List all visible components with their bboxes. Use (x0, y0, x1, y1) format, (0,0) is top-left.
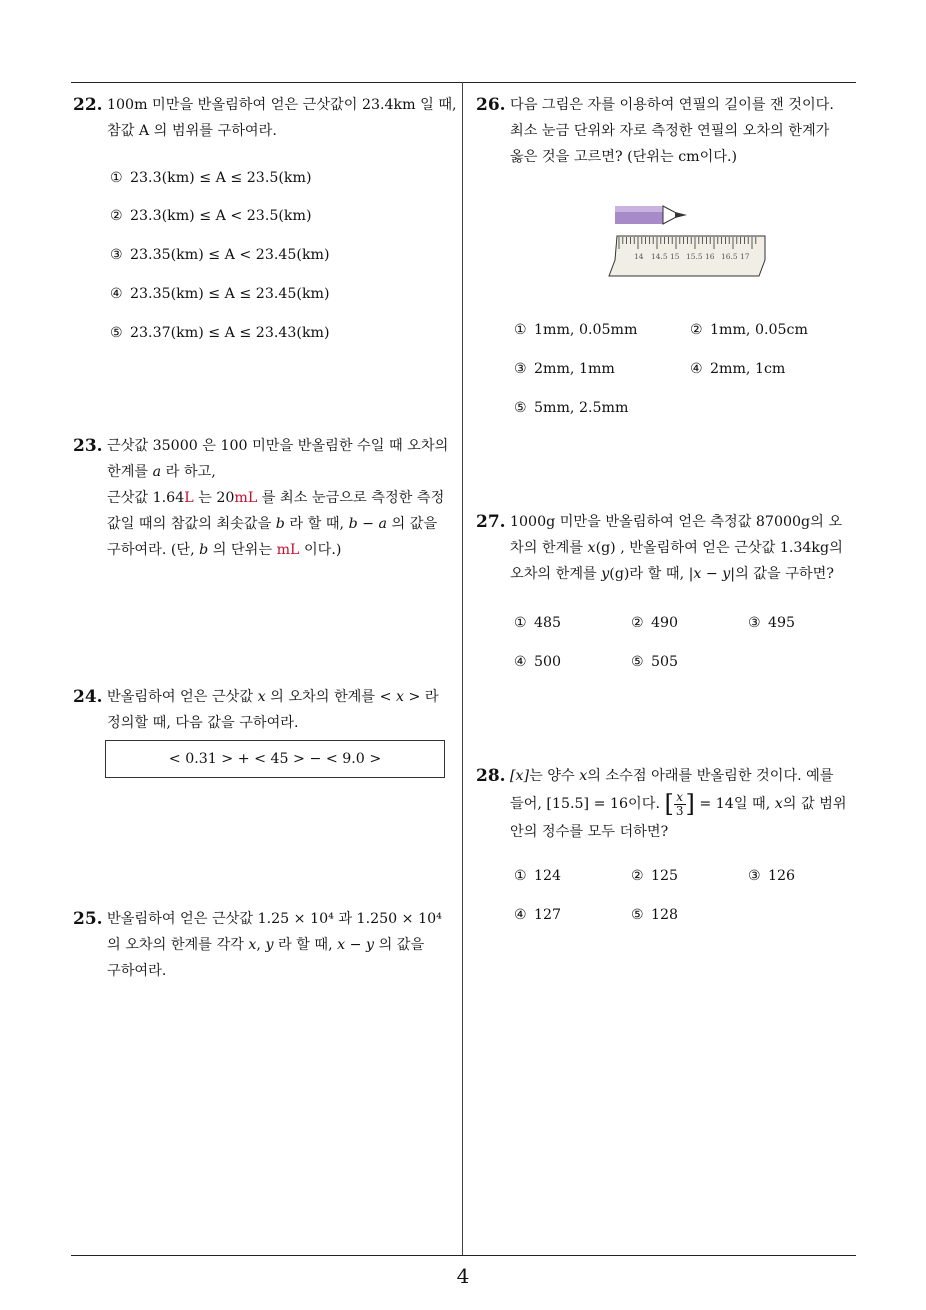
option-2[interactable] (110, 208, 311, 224)
ruler-label: 16 (705, 252, 715, 261)
question-text-line: 100m 미만을 반올림하여 얻은 근삿값이 23.4km 일 때, (107, 97, 457, 113)
question-27 (476, 509, 861, 587)
option-text: 23.35(km) ≤ A ≤ 23.45(km) (130, 286, 330, 302)
option-text: 127 (534, 907, 562, 923)
option-mark: ② (631, 615, 644, 631)
option-mark: ⑤ (514, 400, 527, 416)
option-mark: ① (110, 170, 123, 186)
question-number: 27. (476, 512, 506, 532)
option-1[interactable] (514, 615, 561, 631)
option-5[interactable] (110, 325, 330, 341)
option-2[interactable] (631, 615, 678, 631)
question-text-line: 한계를 a 라 하고, (107, 464, 216, 480)
ruler-label: 14 (634, 252, 644, 261)
option-5[interactable] (631, 654, 678, 670)
option-text: 1mm, 0.05mm (534, 322, 638, 338)
question-text-line: 근삿값 1.64L 는 20mL 를 최소 눈금으로 측정한 측정 (107, 490, 445, 506)
option-mark: ④ (690, 361, 703, 377)
question-22 (73, 92, 458, 144)
ruler-label: 14.5 (651, 252, 668, 261)
option-text: 485 (534, 615, 562, 631)
option-text: 505 (651, 654, 679, 670)
option-text: 490 (651, 615, 679, 631)
question-number: 25. (73, 909, 103, 929)
option-text: 125 (651, 868, 679, 884)
question-number: 22. (73, 95, 103, 115)
question-23 (73, 433, 458, 563)
pencil-icon (615, 206, 687, 224)
option-text: 23.3(km) ≤ A < 23.5(km) (130, 208, 312, 224)
option-text: 5mm, 2.5mm (534, 400, 629, 416)
question-text-line: 최소 눈금 단위와 자로 측정한 연필의 오차의 한계가 (510, 123, 830, 139)
option-mark: ④ (110, 286, 123, 302)
question-text-line: 차의 한계를 x(g) , 반올림하여 얻은 근삿값 1.34kg의 (510, 540, 843, 556)
option-4[interactable] (514, 654, 561, 670)
option-mark: ① (514, 615, 527, 631)
ruler-pencil-figure (605, 200, 770, 280)
question-number: 24. (73, 687, 103, 707)
option-mark: ④ (514, 907, 527, 923)
question-text-line: 옳은 것을 고르면? (단위는 cm이다.) (510, 149, 738, 165)
option-4[interactable] (110, 286, 330, 302)
option-text: 23.3(km) ≤ A ≤ 23.5(km) (130, 170, 312, 186)
option-mark: ⑤ (631, 654, 644, 670)
option-mark: ⑤ (631, 907, 644, 923)
question-text-line: 반올림하여 얻은 근삿값 x 의 오차의 한계를 < x > 라 (107, 689, 439, 705)
option-mark: ① (514, 868, 527, 884)
option-1[interactable] (514, 322, 637, 338)
option-2[interactable] (631, 868, 678, 884)
option-4[interactable] (690, 361, 785, 377)
option-mark: ② (690, 322, 703, 338)
question-text-line: 1000g 미만을 반올림하여 얻은 측정값 87000g의 오 (510, 514, 843, 530)
ruler-label: 17 (740, 252, 750, 261)
question-text-line: 안의 정수를 모두 더하면? (510, 824, 669, 840)
ruler-label: 16.5 (721, 252, 738, 261)
question-text-line: 정의할 때, 다음 값을 구하여라. (107, 715, 299, 731)
question-number: 26. (476, 95, 506, 115)
question-text-line: 구하여라. (107, 963, 167, 979)
option-3[interactable] (748, 868, 795, 884)
question-text-line: 다음 그림은 자를 이용하여 연필의 길이를 잰 것이다. (510, 97, 834, 113)
ruler-label: 15 (670, 252, 680, 261)
option-5[interactable] (514, 400, 628, 416)
question-text-line: 값일 때의 참값의 최솟값을 b 라 할 때, b − a 의 값을 (107, 516, 438, 532)
option-text: 2mm, 1mm (534, 361, 615, 377)
question-24 (73, 684, 458, 736)
option-text: 23.35(km) ≤ A < 23.45(km) (130, 247, 330, 263)
option-3[interactable] (514, 361, 615, 377)
question-text-line: 의 오차의 한계를 각각 x, y 라 할 때, x − y 의 값을 (107, 937, 425, 953)
expression-box: < 0.31 > + < 45 > − < 9.0 > (105, 740, 445, 778)
option-mark: ③ (110, 247, 123, 263)
question-26 (476, 92, 861, 170)
question-text-line: 오차의 한계를 y(g)라 할 때, |x − y|의 값을 구하면? (510, 566, 834, 582)
option-5[interactable] (631, 907, 678, 923)
question-text-line: 근삿값 35000 은 100 미만을 반올림한 수일 때 오차의 (107, 438, 449, 454)
question-25 (73, 906, 458, 984)
option-mark: ③ (748, 615, 761, 631)
option-mark: ③ (748, 868, 761, 884)
option-mark: ④ (514, 654, 527, 670)
option-mark: ⑤ (110, 325, 123, 341)
option-mark: ② (110, 208, 123, 224)
question-number: 28. (476, 766, 506, 786)
option-1[interactable] (110, 170, 311, 186)
option-text: 128 (651, 907, 679, 923)
question-text-line: [x]는 양수 x의 소수점 아래를 반올림한 것이다. 예를 (510, 768, 834, 784)
option-text: 1mm, 0.05cm (710, 322, 808, 338)
option-text: 495 (768, 615, 796, 631)
option-text: 126 (768, 868, 796, 884)
question-number: 23. (73, 436, 103, 456)
option-mark: ② (631, 868, 644, 884)
option-3[interactable] (748, 615, 795, 631)
ruler-label: 15.5 (686, 252, 703, 261)
option-2[interactable] (690, 322, 808, 338)
option-1[interactable] (514, 868, 561, 884)
top-rule (71, 82, 856, 83)
option-text: 500 (534, 654, 562, 670)
question-text-line: 참값 A 의 범위를 구하여라. (107, 123, 277, 139)
option-text: 124 (534, 868, 562, 884)
option-text: 2mm, 1cm (710, 361, 786, 377)
option-4[interactable] (514, 907, 561, 923)
question-text-line: 들어, [15.5] = 16이다. [ $\frac{x}{3}$ ] = 14일 때, x의 값 범위 (510, 789, 847, 818)
column-divider (462, 82, 463, 1256)
option-mark: ③ (514, 361, 527, 377)
page-number: 4 (456, 1264, 470, 1288)
question-text-line: 반올림하여 얻은 근삿값 1.25 × 10⁴ 과 1.250 × 10⁴ (107, 911, 442, 927)
option-3[interactable] (110, 247, 330, 263)
bottom-rule (71, 1255, 856, 1256)
option-text: 23.37(km) ≤ A ≤ 23.43(km) (130, 325, 330, 341)
fraction: $\frac{x}{3}$ (675, 789, 684, 818)
question-28 (476, 763, 861, 845)
option-mark: ① (514, 322, 527, 338)
question-text-line: 구하여라. (단, b 의 단위는 mL 이다.) (107, 542, 342, 558)
